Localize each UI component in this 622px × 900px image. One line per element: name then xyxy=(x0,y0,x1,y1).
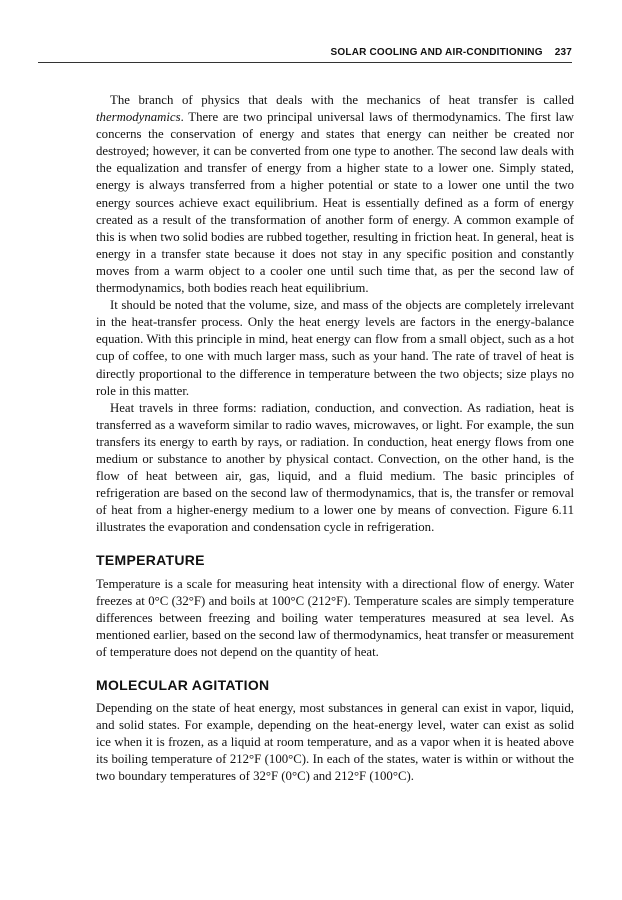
page-number: 237 xyxy=(554,47,572,58)
intro-paragraph-3: Heat travels in three forms: radiation, conduction, and convection. As radiation, heat is transferred as a waveform similar to radio waves, microwaves, or light. For example, the sun transfers its energy to earth by rays, or radiation. In conduction, heat energy flows from one medium or substance to another by physical contact. Convection, on the other hand, is the flow of heat between air, gas, liquid, and a fluid medium. The basic principles of refrigeration are based on the second law of thermodynamics, that is, the transfer or removal of heat from a higher-energy medium to a lower one by means of convection. Figure 6.11 illustrates the evaporation and condensation cycle in refrigeration. xyxy=(96,400,574,535)
header-rule xyxy=(38,62,572,63)
heading-molecular-agitation: MOLECULAR AGITATION xyxy=(96,677,270,693)
page-body xyxy=(96,92,574,786)
running-title: SOLAR COOLING AND AIR-CONDITIONING xyxy=(330,47,543,58)
running-head xyxy=(84,47,572,58)
temperature-paragraph: Temperature is a scale for measuring heat intensity with a directional flow of energy. Water freezes at 0°C (32°F) and boils at 100°C (212°F). Temperature scales are simply temperature differences between freezing and boiling water temperatures measured at sea level. As mentioned earlier, based on the second law of thermodynamics, heat transfer or measurement of temperature does not depend on the quantity of heat. xyxy=(96,576,574,659)
intro-paragraph-1: The branch of physics that deals with the mechanics of heat transfer is called thermodynamics. There are two principal universal laws of thermodynamics. The first law concerns the conservation of energy and states that energy can neither be created nor destroyed; however, it can be converted from one type to another. The second law deals with the equalization and transfer of energy from a higher state to a lower one. Simply stated, energy is always transferred from a higher potential or state to a lower one until the two energy sources achieve exact equilibrium. Heat is essentially defined as a form of energy created as a result of the transformation of another form of energy. A common example of this is when two solid bodies are rubbed together, resulting in friction heat. In general, heat is energy in a transfer state because it does not stay in any specific position and constantly moves from a warm object to a cooler one until such time that, as per the second law of thermodynamics, both bodies reach heat equilibrium. xyxy=(96,93,574,296)
intro-paragraph-2: It should be noted that the volume, size, and mass of the objects are completely irrelevant in the heat-transfer process. Only the heat energy levels are factors in the energy-balance equation. With this principle in mind, heat energy can flow from a small object, such as a hot cup of coffee, to one with much larger mass, such as your hand. The rate of travel of heat is directly proportional to the difference in temperature between the two objects; size plays no role in this matter. xyxy=(96,298,574,398)
heading-temperature: TEMPERATURE xyxy=(96,552,205,569)
molecular-paragraph: Depending on the state of heat energy, most substances in general can exist in vapor, liquid, and solid states. For example, depending on the heat-energy level, water can exist as solid ice when it is frozen, as a liquid at room temperature, and as a vapor when it is heated above its boiling temperature of 212°F (100°C). In each of the states, water is within or without the two boundary temperatures of 32°F (0°C) and 212°F (100°C). xyxy=(96,701,574,784)
term-thermodynamics: thermodynamics xyxy=(96,110,181,125)
